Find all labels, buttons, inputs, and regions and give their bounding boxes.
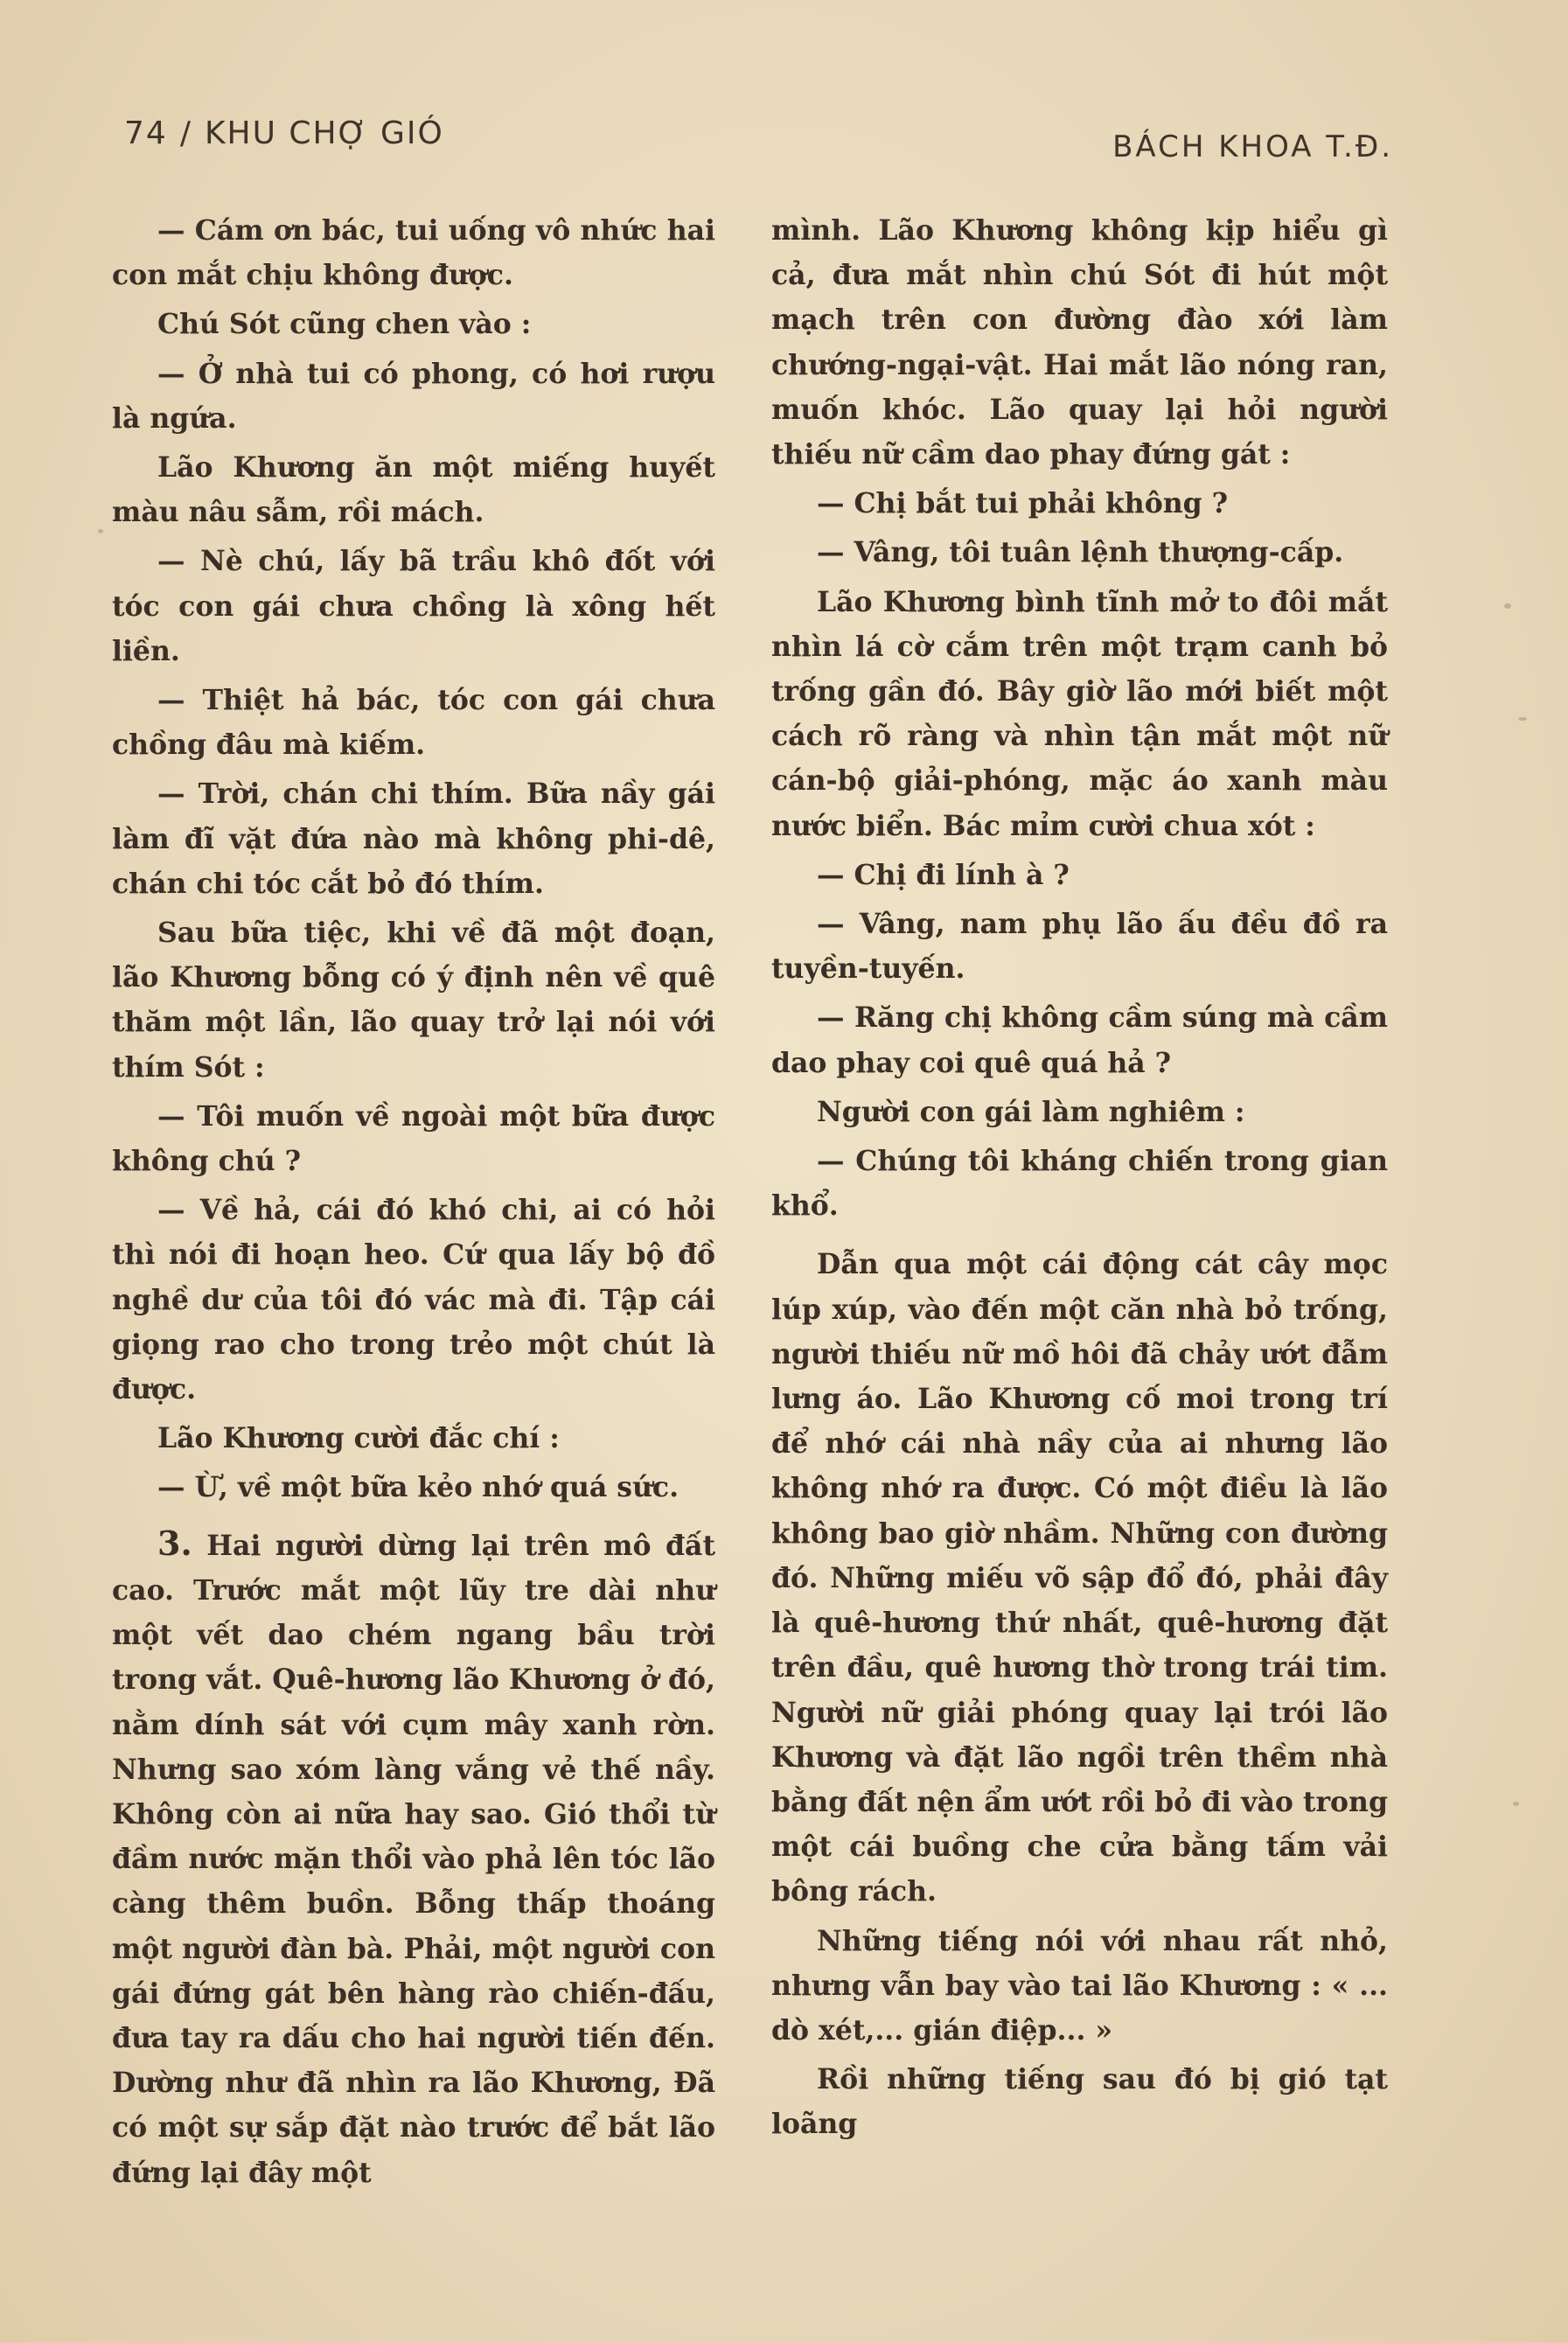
paper-speck <box>1518 717 1527 721</box>
paragraph: — Ở nhà tui có phong, có hơi rượu là ngứa. <box>112 357 715 435</box>
section-text: Hai người dừng lại trên mô đất cao. Trước mắt một lũy tre dài như một vết dao chém ngang bầu trời trong vắt. Quê-hương lão Khương ở đó, nằm dính sát với cụm mây xanh rờn. Nhưng sao xóm làng vắng vẻ thế nầy. Không còn ai nữa hay sao. Gió thổi từ đầm nước mặn thổi vào phả lên tóc lão càng thêm buồn. Bỗng thấp thoáng một người đàn bà. Phải, một người con gái đứng gát bên hàng rào chiến-đấu, đưa tay ra dấu cho hai người tiến đến. Dường như đã nhìn ra lão Khương, Đã có một sự sắp đặt nào trước để bắt lão đứng lại đây một <box>112 1529 716 2189</box>
paragraph: — Vâng, nam phụ lão ấu đều đồ ra tuyền-tuyến. <box>771 908 1388 986</box>
publication-title: BÁCH KHOA T.Đ. <box>1112 129 1393 164</box>
running-header-left <box>124 115 444 151</box>
paragraph: — Chúng tôi kháng chiến trong gian khổ. <box>771 1145 1388 1223</box>
paragraph: — Vâng, tôi tuân lệnh thượng-cấp. <box>817 536 1344 569</box>
paragraph: — Chị đi lính à ? <box>817 858 1070 891</box>
paragraph: Chú Sót cũng chen vào : <box>157 308 532 341</box>
section-number: 3. <box>157 1523 192 1563</box>
paragraph: — Răng chị không cầm súng mà cầm dao phay coi quê quá hả ? <box>771 1001 1388 1079</box>
paragraph: Lão Khương ăn một miếng huyết màu nâu sẫm, rồi mách. <box>112 451 715 529</box>
paragraph: — Ừ, về một bữa kẻo nhớ quá sức. <box>157 1471 679 1504</box>
paragraph: — Tôi muốn về ngoài một bữa được không chú ? <box>112 1099 715 1178</box>
paragraph: Lão Khương bình tĩnh mở to đôi mắt nhìn lá cờ cắm trên một trạm canh bỏ trống gần đó. Bây giờ lão mới biết một cách rõ ràng và nhìn tận mắt một nữ cán-bộ giải-phóng, mặc áo xanh màu nước biển. Bác mỉm cười chua xót : <box>771 585 1388 842</box>
left-column <box>112 208 715 2200</box>
paragraph-continued: mình. Lão Khương không kịp hiểu gì cả, đưa mắt nhìn chú Sót đi hút một mạch trên con đường đào xới làm chướng-ngại-vật. Hai mắt lão nóng ran, muốn khóc. Lão quay lại hỏi người thiếu nữ cầm dao phay đứng gát : <box>771 214 1388 471</box>
paragraph: — Về hả, cái đó khó chi, ai có hỏi thì nói đi hoạn heo. Cứ qua lấy bộ đồ nghề dư của tôi đó vác mà đi. Tập cái giọng rao cho trong trẻo một chút là được. <box>112 1194 715 1406</box>
paragraph: Lão Khương cười đắc chí : <box>157 1422 560 1455</box>
paragraph: Rồi những tiếng sau đó bị gió tạt loãng <box>771 2063 1388 2141</box>
paragraph: — Trời, chán chi thím. Bữa nầy gái làm đĩ vặt đứa nào mà không phi-dê, chán chi tóc cắt bỏ đó thím. <box>112 778 715 900</box>
paper-speck <box>1513 1802 1519 1806</box>
right-column <box>771 208 1388 2151</box>
paragraph: — Nè chú, lấy bã trầu khô đốt với tóc con gái chưa chồng là xông hết liền. <box>112 545 715 667</box>
paragraph: Những tiếng nói với nhau rất nhỏ, nhưng vẫn bay vào tai lão Khương : « ... dò xét,... gián điệp... » <box>771 1924 1388 2047</box>
section-paragraph <box>112 1521 715 2195</box>
paper-speck <box>98 529 103 533</box>
header-separator: / <box>179 115 192 151</box>
section-title: KHU CHỢ GIÓ <box>204 115 444 151</box>
paragraph: — Chị bắt tui phải không ? <box>817 487 1229 520</box>
paragraph: Sau bữa tiệc, khi về đã một đoạn, lão Khương bỗng có ý định nên về quê thăm một lần, lão quay trở lại nói với thím Sót : <box>112 917 715 1084</box>
page-number: 74 <box>124 115 168 151</box>
paragraph: — Cám ơn bác, tui uống vô nhức hai con mắt chịu không được. <box>112 214 715 292</box>
paragraph: — Thiệt hả bác, tóc con gái chưa chồng đâu mà kiếm. <box>112 684 715 762</box>
paper-speck <box>1504 603 1511 609</box>
paragraph: Người con gái làm nghiêm : <box>817 1095 1245 1128</box>
paragraph: Dẫn qua một cái động cát cây mọc lúp xúp, vào đến một căn nhà bỏ trống, người thiếu nữ mồ hôi đã chảy ướt đẫm lưng áo. Lão Khương cố moi trong trí để nhớ cái nhà nầy của ai nhưng lão không nhớ ra được. Có một điều là lão không bao giờ nhầm. Những con đường đó. Những miếu võ sập đổ đó, phải đây là quê-hương thứ nhất, quê-hương đặt trên đầu, quê hương thờ trong trái tim. Người nữ giải phóng quay lại trói lão Khương và đặt lão ngồi trên thềm nhà bằng đất nện ẩm ướt rồi bỏ đi vào trong một cái buồng che cửa bằng tấm vải bông rách. <box>771 1248 1388 1908</box>
